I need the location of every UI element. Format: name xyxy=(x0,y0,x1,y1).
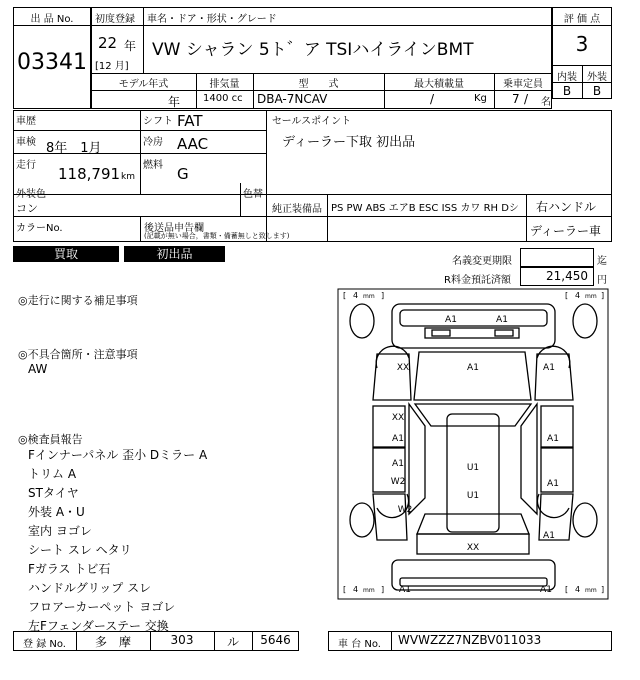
svg-text:]: ] xyxy=(381,291,385,300)
mark-left-quarter: W2 xyxy=(397,505,413,515)
buy-bar: 買取 xyxy=(13,246,119,262)
type-label: 型 式 xyxy=(298,79,339,90)
interior-label: 内装 xyxy=(557,72,577,83)
lot-number: 03341 xyxy=(17,50,87,75)
shift-label: シフト xyxy=(143,116,173,127)
inspector-line: フロアーカーペット ヨゴレ xyxy=(28,600,176,614)
inspector-line: 室内 ヨゴレ xyxy=(28,524,92,538)
svg-text:[: [ xyxy=(343,291,347,300)
mileage-unit: km xyxy=(121,172,135,182)
inspector-line: ハンドルグリップ スレ xyxy=(28,581,152,595)
tire-depth-bl: 4 xyxy=(353,585,359,594)
name-change-box xyxy=(520,248,594,267)
first-listing-bar: 初出品 xyxy=(124,246,225,262)
chassis-label: 車 台 No. xyxy=(338,639,381,650)
history-label: 車歴 xyxy=(16,116,36,127)
ext-color-label: 外装色 xyxy=(16,189,46,200)
mark-right-front-fender: A1 xyxy=(543,363,555,373)
name-change-unit: 迄 xyxy=(597,256,607,267)
mileage-label: 走行 xyxy=(16,160,36,171)
type-value: DBA-7NCAV xyxy=(257,92,328,106)
mark-left-rear-door-2: W2 xyxy=(390,477,406,487)
mark-roof-1: U1 xyxy=(466,463,480,473)
aftermarket-note: (記載が無い場合，書類・備蓄無しと致します) xyxy=(144,232,290,240)
tire-depth-tr: 4 xyxy=(575,291,581,300)
recycle-label: R料金預託済額 xyxy=(444,275,511,286)
mark-roof-2: U1 xyxy=(466,491,480,501)
svg-text:[: [ xyxy=(565,585,569,594)
ac-value: AAC xyxy=(177,135,209,153)
tire-rear-left xyxy=(350,503,374,537)
mark-rear-bumper-r: A1 xyxy=(540,585,552,595)
car-name-label: 車名・ドア・形状・グレード xyxy=(147,14,277,25)
sales-point-label: セールスポイント xyxy=(272,116,352,127)
mark-tailgate: XX xyxy=(466,543,480,553)
exterior-label: 外装 xyxy=(587,72,607,83)
max-load-unit: Kg xyxy=(474,93,487,104)
chassis-value: WVWZZZ7NZBV011033 xyxy=(398,633,542,647)
inspector-line: Fガラス トビ石 xyxy=(28,562,111,576)
capacity-sep: / xyxy=(524,92,529,106)
dealer-value: ディーラー車 xyxy=(530,224,602,238)
color-no-label: カラーNo. xyxy=(16,223,63,234)
mark-left-front-door-2: A1 xyxy=(392,434,404,444)
first-reg-year-unit: 年 xyxy=(124,39,137,53)
reg-number: 5646 xyxy=(260,633,291,647)
mark-left-front-door: XX xyxy=(391,413,405,423)
defects-value: AW xyxy=(28,362,48,376)
mark-rear-bumper-l: A1 xyxy=(399,585,411,595)
first-reg-month: [12 月] xyxy=(95,61,129,72)
tire-front-left xyxy=(350,304,374,338)
fuel-label: 燃料 xyxy=(143,160,163,171)
fuel-value: G xyxy=(177,165,189,183)
ac-label: 冷房 xyxy=(143,137,163,148)
mark-front-bumper-r: A1 xyxy=(496,315,508,325)
inspector-line: シート スレ ヘタリ xyxy=(28,543,132,557)
inspector-title: ◎検査員報告 xyxy=(18,433,83,446)
tire-front-right xyxy=(573,304,597,338)
reg-kana: ル xyxy=(226,635,239,649)
score-value: 3 xyxy=(575,32,589,56)
mileage-value: 118,791 xyxy=(58,165,121,183)
inspector-line: 左Fフェンダーステー 交換 xyxy=(28,619,169,633)
defects-title: ◎不具合箇所・注意事項 xyxy=(18,348,138,361)
svg-text:]: ] xyxy=(601,585,605,594)
model-year-unit: 年 xyxy=(168,95,181,109)
mark-right-quarter: A1 xyxy=(543,531,555,541)
capacity-label: 乗車定員 xyxy=(503,79,543,90)
equipment-label: 純正装備品 xyxy=(272,204,322,215)
recycle-value: 21,450 xyxy=(546,269,588,283)
tire-unit: mm xyxy=(363,293,375,300)
mark-left-rear-door: A1 xyxy=(392,459,404,469)
inspection-value: 8年 1月 xyxy=(46,141,102,156)
tire-rear-right xyxy=(573,503,597,537)
aftermarket-label: 後送品申告欄 xyxy=(144,223,204,234)
displacement-label: 排気量 xyxy=(209,79,240,90)
tire-depth-br: 4 xyxy=(575,585,581,594)
inspector-line: トリム A xyxy=(28,467,77,481)
tire-depth-tl: 4 xyxy=(353,291,359,300)
inspector-line: STタイヤ xyxy=(28,486,79,500)
svg-text:[: [ xyxy=(343,585,347,594)
shift-value: FAT xyxy=(177,112,203,130)
recycle-unit: 円 xyxy=(597,275,607,286)
car-name: VW シャラン 5ト゛ア TSIハイラインBMT xyxy=(152,40,474,60)
svg-text:[: [ xyxy=(565,291,569,300)
score-label: 評 価 点 xyxy=(563,14,601,25)
svg-text:]: ] xyxy=(381,585,385,594)
model-year-label: モデル年式 xyxy=(118,79,169,90)
tire-unit: mm xyxy=(585,587,597,594)
interior-grade: B xyxy=(562,84,572,98)
supplement-title: ◎走行に関する補足事項 xyxy=(18,294,138,307)
exterior-grade: B xyxy=(592,84,602,98)
color-change-label: 色替 xyxy=(243,189,263,200)
tire-unit: mm xyxy=(585,293,597,300)
tire-unit: mm xyxy=(363,587,375,594)
mark-left-front-fender: XX xyxy=(396,363,410,373)
handle-value: 右ハンドル xyxy=(536,200,597,214)
reg-class: 303 xyxy=(170,633,194,647)
svg-text:]: ] xyxy=(601,291,605,300)
mark-right-rear-door: A1 xyxy=(547,479,559,489)
displacement: 1400 cc xyxy=(203,93,243,104)
name-change-label: 名義変更期限 xyxy=(452,256,512,267)
mark-front-bumper-l: A1 xyxy=(445,315,457,325)
capacity-unit: 名 xyxy=(541,97,551,108)
mark-right-front-door: A1 xyxy=(547,434,559,444)
reg-region: 多 摩 xyxy=(94,635,131,649)
first-reg-year: 22 xyxy=(98,34,118,52)
inspector-line: Fインナーパネル 歪小 Dミラー A xyxy=(28,448,208,462)
equipment-value: PS PW ABS エアB ESC ISS カワ RH Dシ xyxy=(331,203,519,214)
sales-point: ディーラー下取 初出品 xyxy=(282,135,416,150)
max-load: / xyxy=(430,92,435,106)
inspector-line: 外装 A・U xyxy=(28,505,85,519)
ext-color-value: コン xyxy=(16,202,38,215)
first-reg-label: 初度登録 xyxy=(95,14,135,25)
registration-label: 登 録 No. xyxy=(23,639,66,650)
car-damage-diagram xyxy=(337,288,609,600)
mark-hood: A1 xyxy=(467,363,479,373)
capacity: 7 xyxy=(512,92,520,106)
lot-number-label: 出 品 No. xyxy=(30,14,74,25)
inspection-label: 車検 xyxy=(16,137,36,148)
max-load-label: 最大積載量 xyxy=(414,79,464,90)
